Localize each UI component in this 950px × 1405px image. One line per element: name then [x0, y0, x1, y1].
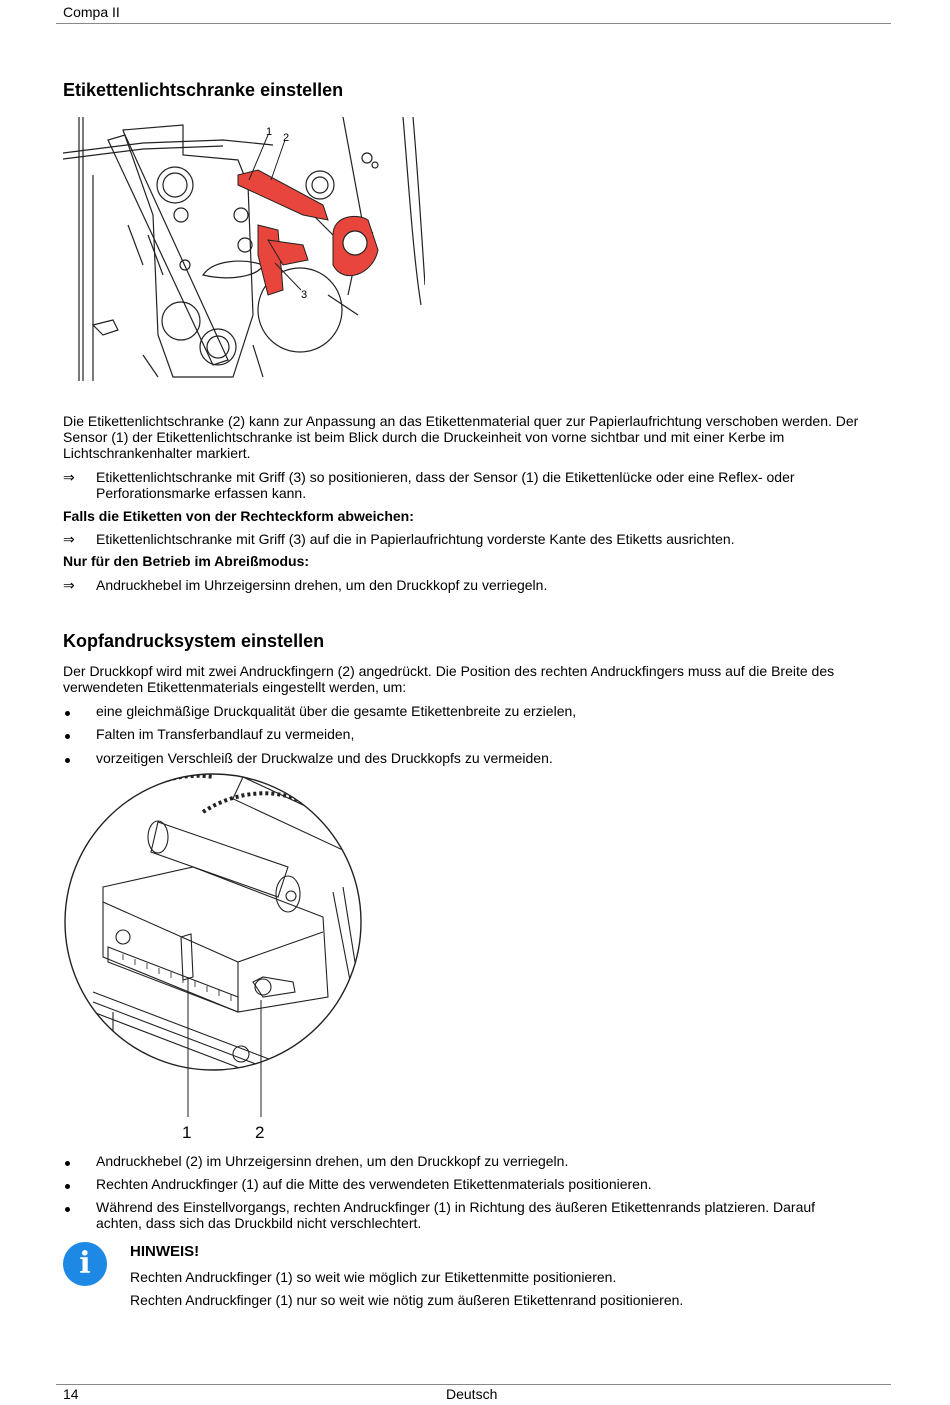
note-title: HINWEIS! — [130, 1243, 200, 1260]
arrow-icon: ⇒ — [63, 531, 75, 547]
light-barrier-description: Die Etikettenlichtschranke (2) kann zur Anpassung an das Etikettenmaterial quer zur Papierlaufrichtung verschoben werden. Der Sensor (1) der Etikettenlichtschranke ist beim Blick durch die Druckeinheit von vorne sichtbar und mit einer Kerbe im Lichtschrankenhalter markiert. — [63, 413, 859, 461]
list-item-text: eine gleichmäßige Druckqualität über die gesamte Etikettenbreite zu erzielen, — [96, 703, 577, 719]
instruction-step-1 — [63, 469, 883, 503]
light-barrier-figure — [63, 115, 425, 383]
note-line: Rechten Andruckfinger (1) so weit wie möglich zur Etikettenmitte positionieren. — [130, 1269, 617, 1285]
printhead-pressure-figure — [63, 772, 368, 1144]
bullet-icon — [65, 758, 70, 763]
section-title-light-barrier: Etikettenlichtschranke einstellen — [63, 80, 344, 100]
arrow-icon: ⇒ — [63, 469, 75, 485]
bullet-icon — [65, 1207, 70, 1212]
list-item-text: Falten im Transferbandlauf zu vermeiden, — [96, 726, 355, 742]
info-icon: i — [63, 1242, 107, 1286]
figure2-label-1: 1 — [182, 1123, 192, 1142]
instruction-step-2-text: Etikettenlichtschranke mit Griff (3) auf die in Papierlaufrichtung vorderste Kante des Etiketts ausrichten. — [96, 531, 735, 547]
page-number: 14 — [63, 1386, 79, 1402]
instruction-step-3-text: Andruckhebel im Uhrzeigersinn drehen, um den Druckkopf zu verriegeln. — [96, 577, 548, 593]
document-header-title: Compa II — [63, 4, 120, 20]
note-line: Rechten Andruckfinger (1) nur so weit wie nötig zum äußeren Etikettenrand positionieren. — [130, 1292, 684, 1308]
footer-language: Deutsch — [446, 1386, 498, 1402]
printhead-pressure-description: Der Druckkopf wird mit zwei Andruckfingern (2) angedrückt. Die Position des rechten Andruckfingers muss auf die Breite des verwendeten Etikettenmaterials eingestellt werden, um: — [63, 663, 835, 695]
subheading-tear-off-mode: Nur für den Betrieb im Abreißmodus: — [63, 553, 310, 569]
list-item-text: Während des Einstellvorgangs, rechten Andruckfinger (1) in Richtung des äußeren Etikettenrands platzieren. Darauf achten, dass sich das Druckbild nicht verschlechtert. — [96, 1199, 816, 1231]
bullet-icon — [65, 734, 70, 739]
list-item-text: vorzeitigen Verschleiß der Druckwalze und des Druckkopfs zu vermeiden. — [96, 750, 553, 766]
list-item — [63, 1199, 883, 1233]
bullet-icon — [65, 1184, 70, 1189]
list-item-text: Rechten Andruckfinger (1) auf die Mitte des verwendeten Etikettenmaterials positionieren. — [96, 1176, 652, 1192]
figure1-label-3: 3 — [301, 289, 308, 301]
subheading-non-rectangular: Falls die Etiketten von der Rechteckform abweichen: — [63, 508, 414, 524]
figure1-label-2: 2 — [283, 132, 290, 144]
instruction-step-1-text: Etikettenlichtschranke mit Griff (3) so positionieren, dass der Sensor (1) die Etikettenlücke oder eine Reflex- oder Perforationsmarke erfassen kann. — [96, 469, 795, 501]
list-item-text: Andruckhebel (2) im Uhrzeigersinn drehen, um den Druckkopf zu verriegeln. — [96, 1153, 569, 1169]
figure2-label-2: 2 — [255, 1123, 265, 1142]
header-rule — [56, 23, 891, 24]
figure1-label-1: 1 — [266, 126, 273, 138]
bullet-icon — [65, 1161, 70, 1166]
section-title-printhead-pressure: Kopfandrucksystem einstellen — [63, 631, 325, 651]
bullet-icon — [65, 711, 70, 716]
arrow-icon: ⇒ — [63, 577, 75, 593]
footer-rule — [56, 1384, 891, 1385]
